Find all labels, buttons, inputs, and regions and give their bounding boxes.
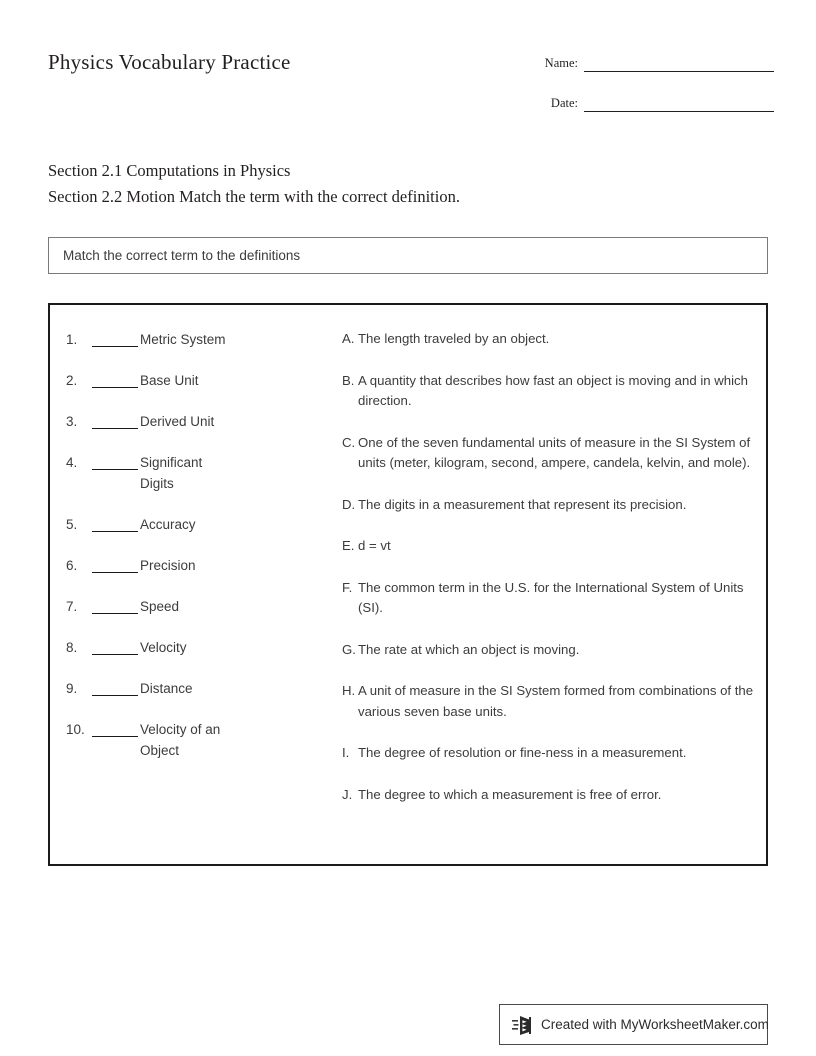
definition-text: The digits in a measurement that represent its precision. [358,496,687,512]
name-date-block [534,46,774,126]
term-answer-blank[interactable] [92,556,138,573]
term-label: Significant Digits [140,455,203,491]
term-label: Velocity of an Object [140,722,221,758]
term-item [66,370,336,391]
definition-text: The degree to which a measurement is free of error. [358,786,662,802]
definition-letter: F. [342,579,353,595]
term-answer-blank[interactable] [92,720,138,737]
definition-item [342,743,754,764]
definition-letter: G. [342,641,356,657]
section-line-1: Section 2.1 Computations in Physics [48,161,291,180]
definition-letter: A. [342,331,355,346]
definition-item [342,433,754,474]
term-label: Metric System [140,332,226,347]
term-number: 7. [66,599,78,614]
definition-letter: C. [342,434,356,450]
term-item [66,411,336,432]
definition-letter: B. [342,372,355,388]
term-answer-blank[interactable] [92,371,138,388]
section-line-2: Section 2.2 Motion Match the term with the correct definition. [48,187,460,206]
term-answer-blank[interactable] [92,638,138,655]
section-headings [48,158,460,210]
name-label: Name: [544,56,578,70]
instruction-text: Match the correct term to the definitions [63,248,301,263]
term-item [66,719,336,761]
term-item [66,637,336,658]
definition-item [342,371,754,412]
definition-letter: E. [342,538,355,553]
term-label: Velocity [140,640,187,655]
definition-item [342,640,754,661]
term-item [66,555,336,576]
term-item [66,596,336,617]
term-answer-blank[interactable] [92,412,138,429]
term-label: Precision [140,558,196,573]
term-item [66,514,336,535]
definition-text: A unit of measure in the SI System formed from combinations of the various seven base units. [358,683,754,719]
date-label: Date: [550,96,578,110]
term-answer-blank[interactable] [92,597,138,614]
definitions-column [342,329,754,826]
definition-item [342,495,754,516]
term-label: Derived Unit [140,414,215,429]
term-number: 1. [66,332,78,347]
term-answer-blank[interactable] [92,330,138,347]
definition-item [342,329,754,350]
definition-item [342,785,754,806]
worksheet-maker-logo-icon [512,1013,534,1037]
definition-text: One of the seven fundamental units of measure in the SI System of units (meter, kilogram, second, ampere, candela, kelvin, and mole). [358,434,751,470]
footer-attribution-text: Created with MyWorksheetMaker.com [541,1017,769,1032]
definition-letter: I. [342,745,350,760]
term-label: Accuracy [140,517,196,532]
date-row [534,86,774,112]
definition-text: The common term in the U.S. for the International System of Units (SI). [358,579,744,615]
term-answer-blank[interactable] [92,679,138,696]
term-item [66,452,336,494]
definition-text: d = vt [358,538,391,553]
term-number: 4. [66,455,78,470]
matching-exercise-box [48,303,768,866]
definition-letter: J. [342,786,353,802]
definition-text: The length traveled by an object. [358,331,550,346]
term-item [66,329,336,350]
term-label: Speed [140,599,180,614]
definition-letter: H. [342,683,356,698]
footer-attribution-badge[interactable] [499,1004,768,1045]
name-write-line[interactable] [584,57,774,72]
term-number: 10. [66,722,85,737]
definition-item [342,578,754,619]
term-number: 5. [66,517,78,532]
term-answer-blank[interactable] [92,453,138,470]
name-row [534,46,774,72]
term-label: Distance [140,681,193,696]
definition-item [342,681,754,722]
term-number: 2. [66,373,78,388]
definition-text: The degree of resolution or fine-ness in a measurement. [358,745,687,760]
term-label: Base Unit [140,373,199,388]
term-number: 9. [66,681,78,696]
definition-item [342,536,754,557]
term-item [66,678,336,699]
term-number: 6. [66,558,78,573]
term-answer-blank[interactable] [92,515,138,532]
page-title: Physics Vocabulary Practice [48,50,291,74]
terms-column [66,329,336,781]
definition-letter: D. [342,496,356,512]
term-number: 8. [66,640,78,655]
date-write-line[interactable] [584,97,774,112]
definition-text: A quantity that describes how fast an object is moving and in which direction. [358,372,748,408]
term-number: 3. [66,414,78,429]
instruction-box [48,237,768,274]
definition-text: The rate at which an object is moving. [358,641,580,657]
